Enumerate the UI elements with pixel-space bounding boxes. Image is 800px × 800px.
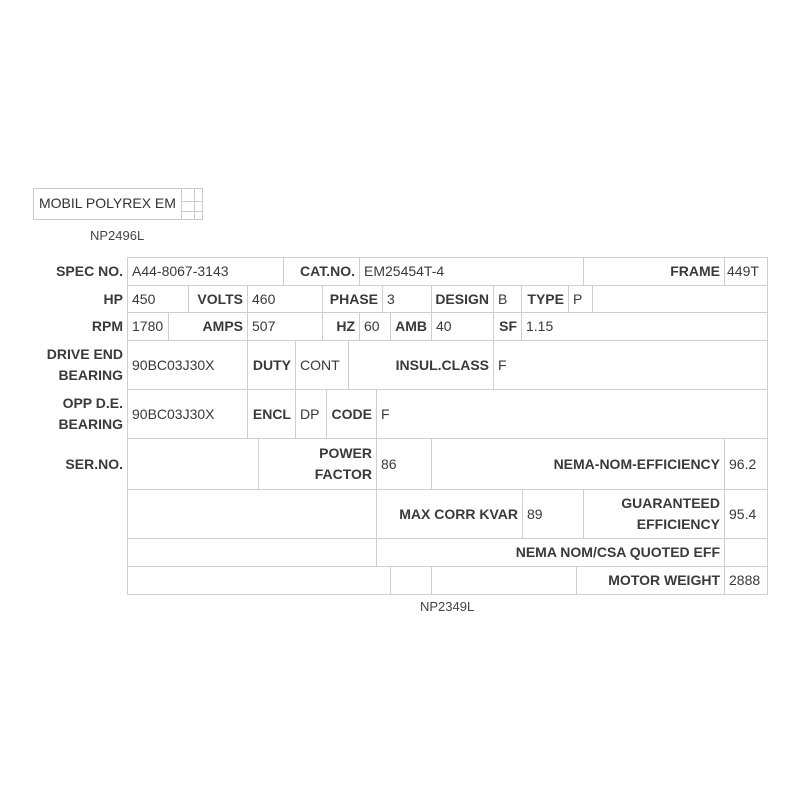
rpm-value: 1780 [132,318,164,334]
opp-de-label-line1: OPP D.E. [62,395,123,411]
encl-value: DP [300,405,320,422]
guaranteed-efficiency-label-line1: GUARANTEED [621,495,720,511]
cat-no-value: EM25454T-4 [364,263,445,279]
encl-label: ENCL [252,405,291,422]
hp-value: 450 [132,290,156,307]
lubricant-part-number: NP2496L [90,228,145,243]
type-value: P [573,290,583,307]
design-label: DESIGN [435,290,489,307]
type-label: TYPE [527,290,564,307]
power-factor-label-line2: FACTOR [314,466,372,482]
grid-line [390,566,391,594]
volts-value: 460 [252,290,276,307]
amps-label: AMPS [202,318,243,334]
ser-no-value [127,438,258,489]
lubricant-label-text: MOBIL POLYREX EM [39,195,176,211]
hp-label: HP [103,290,123,307]
ser-no-label: SER.NO. [65,455,123,472]
nameplate-part-number: NP2349L [420,599,475,614]
power-factor-value: 86 [381,455,397,472]
amb-value: 40 [436,318,452,334]
insul-class-label: INSUL.CLASS [395,356,489,373]
nema-csa-quoted-eff-label: NEMA NOM/CSA QUOTED EFF [515,544,720,560]
duty-value: CONT [300,356,340,373]
phase-label: PHASE [329,290,378,307]
grid-line [592,285,593,312]
nema-nom-efficiency-value: 96.2 [729,455,757,472]
hz-value: 60 [364,318,380,334]
drive-end-bearing-label [20,341,127,389]
hz-label: HZ [336,318,355,334]
nema-csa-quoted-eff-value [724,538,767,566]
sf-value: 1.15 [526,318,554,334]
rpm-label: RPM [91,318,123,334]
nema-nom-efficiency-label: NEMA-NOM-EFFICIENCY [553,455,720,472]
drive-end-label-line1: DRIVE END [46,346,123,362]
amb-label: AMB [395,318,427,334]
motor-weight-label: MOTOR WEIGHT [608,572,720,588]
opp-de-bearing-value: 90BC03J30X [132,405,215,422]
max-corr-kvar-label: MAX CORR KVAR [399,505,518,522]
grid-line [127,594,768,595]
spec-no-label: SPEC NO. [56,263,123,279]
opp-de-bearing-label [20,390,127,438]
drive-end-bearing-value: 90BC03J30X [132,356,215,373]
cat-no-label: CAT.NO. [300,263,355,279]
phase-value: 3 [387,290,395,307]
code-value: F [381,405,390,422]
power-factor-label-line1: POWER [319,445,372,461]
amps-value: 507 [252,318,276,334]
opp-de-label-line2: BEARING [58,416,123,432]
design-value: B [498,290,508,307]
duty-label: DUTY [252,356,291,373]
spec-no-value: A44-8067-3143 [132,263,229,279]
code-label: CODE [331,405,372,422]
insul-class-value: F [498,356,507,373]
frame-value: 449T [727,263,759,279]
motor-weight-value: 2888 [729,572,761,588]
volts-label: VOLTS [197,290,243,307]
guaranteed-efficiency-label [583,490,724,538]
grid-line [431,566,432,594]
guaranteed-efficiency-label-line2: EFFICIENCY [636,516,720,532]
sf-label: SF [499,318,517,334]
frame-label: FRAME [670,263,720,279]
max-corr-kvar-value: 89 [527,505,543,522]
drive-end-label-line2: BEARING [58,367,123,383]
power-factor-label [258,439,376,489]
grid-line [767,257,768,594]
guaranteed-efficiency-value: 95.4 [729,505,757,522]
